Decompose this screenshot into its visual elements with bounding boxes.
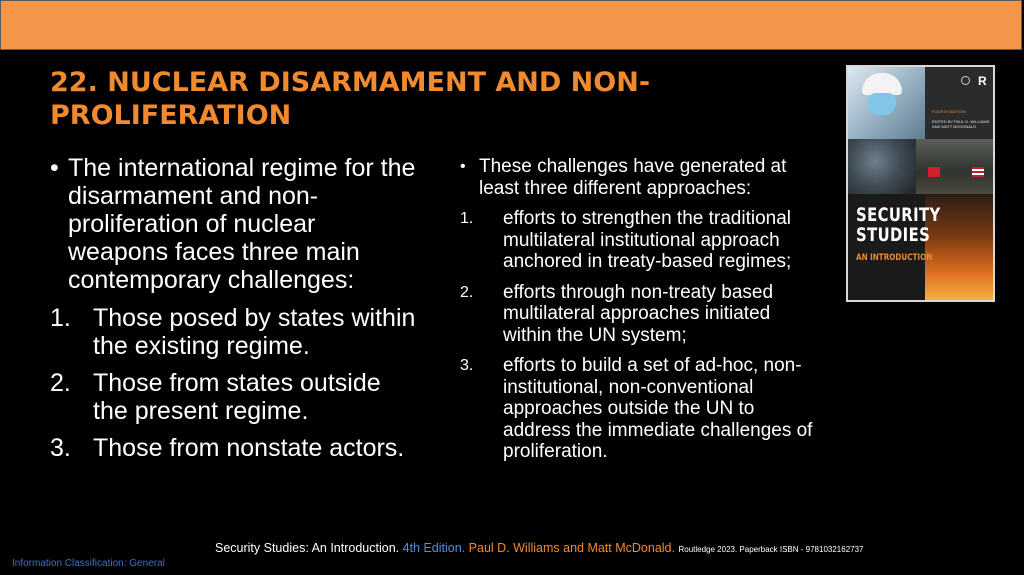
- list-number: 1.: [50, 304, 71, 332]
- citation-edition: 4th Edition.: [402, 541, 466, 555]
- cover-subtitle: AN INTRODUCTION: [856, 253, 933, 263]
- cover-editors: EDITED BY PAUL D. WILLIAMS AND MATT MCDONALD: [932, 119, 990, 129]
- citation-title: Security Studies: An Introduction.: [215, 541, 400, 555]
- cover-photo-crowd: [848, 139, 916, 194]
- list-number: 2.: [460, 283, 474, 301]
- bullet-icon: •: [50, 154, 59, 182]
- list-number: 1.: [460, 210, 474, 227]
- list-item: [50, 434, 420, 462]
- list-number: 3.: [460, 357, 474, 374]
- list-item: [460, 208, 820, 273]
- list-item: [460, 282, 820, 347]
- publisher-logo: R: [978, 74, 987, 88]
- left-challenges-list: [50, 304, 420, 462]
- source-citation: [215, 541, 864, 555]
- right-lead-text: These challenges have generated at least three different approaches:: [479, 156, 787, 199]
- cover-title-line2: STUDIES: [856, 224, 931, 246]
- right-column: [460, 156, 820, 472]
- list-item-text: Those posed by states within the existing regime.: [93, 304, 416, 360]
- left-lead-bullet: [50, 154, 420, 294]
- list-item: [460, 355, 820, 463]
- right-approaches-list: [460, 208, 820, 463]
- classification-label: Information Classification: General: [12, 558, 165, 569]
- slide-title: 22. NUCLEAR DISARMAMENT AND NON-PROLIFERATION: [50, 67, 651, 131]
- china-flag-icon: [928, 167, 940, 177]
- us-flag-icon: [972, 167, 984, 177]
- left-lead-text: The international regime for the disarmament and non-proliferation of nuclear weapons faces three main contemporary challenges:: [68, 154, 416, 294]
- list-item-text: Those from nonstate actors.: [93, 434, 405, 462]
- top-banner: [0, 0, 1022, 50]
- list-item-text: Those from states outside the present regime.: [93, 369, 381, 425]
- bullet-icon: •: [460, 158, 466, 175]
- list-item-text: efforts to strengthen the traditional multilateral institutional approach anchored in treaty-based regimes;: [503, 208, 792, 272]
- list-item-text: efforts through non-treaty based multilateral approaches initiated within the UN system;: [503, 281, 774, 346]
- list-item: [50, 369, 420, 425]
- cover-title-line1: SECURITY: [856, 204, 941, 226]
- citation-isbn: Routledge 2023. Paperback ISBN - 9781032162737: [678, 545, 864, 554]
- cover-mask-shape: [868, 93, 896, 115]
- list-number: 2.: [50, 369, 71, 397]
- book-cover-image: [846, 65, 995, 302]
- cover-edition: FOURTH EDITION: [932, 109, 966, 114]
- list-item-text: efforts to build a set of ad-hoc, non-institutional, non-conventional approaches outside the UN to address the immediate challenges of proliferation.: [503, 355, 813, 462]
- list-item: [50, 304, 420, 360]
- left-column: [50, 154, 420, 471]
- citation-authors: Paul D. Williams and Matt McDonald.: [468, 541, 675, 555]
- right-lead-bullet: [460, 156, 820, 200]
- list-number: 3.: [50, 434, 71, 462]
- globe-icon: [961, 76, 970, 85]
- cover-title: [856, 205, 941, 245]
